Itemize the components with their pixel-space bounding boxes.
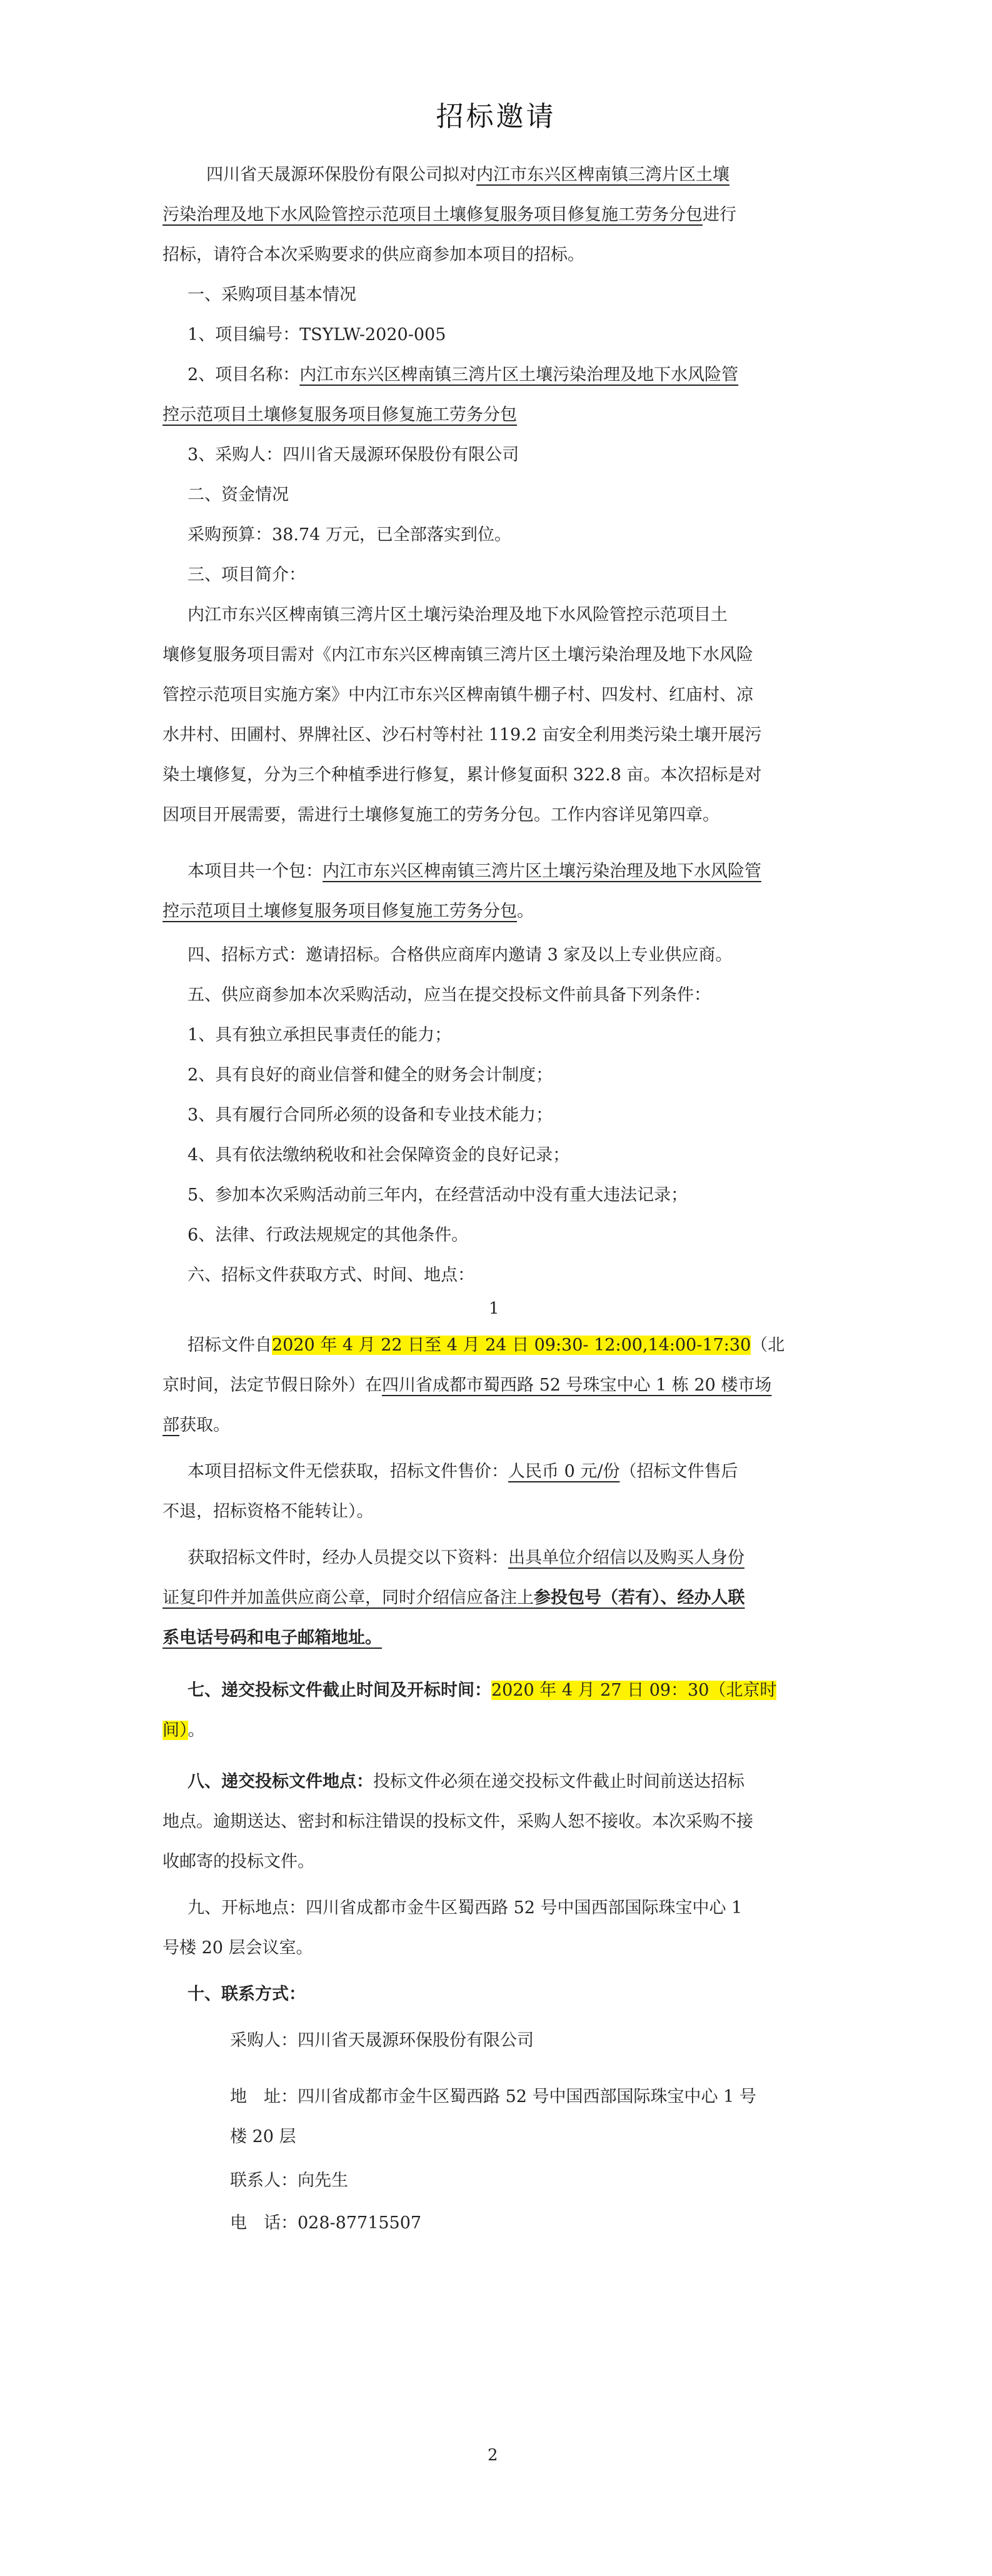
package-line-1: 本项目共一个包：内江市东兴区椑南镇三湾片区土壤污染治理及地下水风险管	[188, 862, 761, 881]
fee-line-1: 本项目招标文件无偿获取，招标文件售价：人民币 0 元/份（招标文件售后	[188, 1462, 738, 1481]
project-name-line-2: 控示范项目土壤修复服务项目修复施工劳务分包	[163, 405, 517, 425]
requirement-line-3: 系电话号码和电子邮箱地址。	[163, 1628, 382, 1648]
condition-4: 4、具有依法缴纳税收和社会保障资金的良好记录；	[188, 1145, 570, 1165]
section-9-line-1: 九、开标地点：四川省成都市金牛区蜀西路 52 号中国西部国际珠宝中心 1	[188, 1898, 743, 1918]
obtain-line-2: 京时间，法定节假日除外）在四川省成都市蜀西路 52 号珠宝中心 1 栋 20 楼市场	[163, 1376, 772, 1395]
fee-line-2: 不退，招标资格不能转让）。	[163, 1502, 374, 1521]
section-7-line-2: 间）。	[163, 1721, 205, 1740]
project-number: 1、项目编号：TSYLW-2020-005	[188, 325, 446, 345]
intro-line-1: 四川省天晟源环保股份有限公司拟对内江市东兴区椑南镇三湾片区土壤	[206, 165, 729, 184]
contact-address-line-2: 楼 20 层	[230, 2127, 296, 2146]
summary-line-3: 管控示范项目实施方案》中内江市东兴区椑南镇牛棚子村、四发村、红庙村、凉	[163, 685, 753, 705]
contact-person: 联系人：向先生	[230, 2171, 348, 2190]
project-name-link: 内江市东兴区椑南镇三湾片区土壤	[476, 165, 729, 184]
section-9-line-2: 号楼 20 层会议室。	[163, 1938, 313, 1958]
section-7-line-1: 七、递交投标文件截止时间及开标时间：2020 年 4 月 27 日 09：30（北京时	[188, 1681, 777, 1700]
project-name-line-1: 2、项目名称：内江市东兴区椑南镇三湾片区土壤污染治理及地下水风险管	[188, 365, 739, 385]
summary-line-6: 因项目开展需要，需进行土壤修复施工的劳务分包。工作内容详见第四章。	[163, 805, 719, 825]
condition-5: 5、参加本次采购活动前三年内，在经营活动中没有重大违法记录；	[188, 1185, 688, 1205]
page-number-2: 2	[488, 2446, 498, 2465]
purchaser: 3、采购人：四川省天晟源环保股份有限公司	[188, 445, 519, 465]
contact-address-line-1: 地 址：四川省成都市金牛区蜀西路 52 号中国西部国际珠宝中心 1 号	[230, 2087, 756, 2106]
intro-line-3: 招标，请符合本次采购要求的供应商参加本项目的招标。	[163, 245, 584, 264]
requirement-line-1: 获取招标文件时，经办人员提交以下资料：出具单位介绍信以及购买人身份	[188, 1548, 744, 1567]
summary-line-4: 水井村、田圃村、界牌社区、沙石村等村社 119.2 亩安全利用类污染土壤开展污	[163, 725, 762, 745]
deadline-highlight: 2020 年 4 月 27 日 09：30（北京时	[491, 1681, 777, 1700]
obtain-line-3: 部获取。	[163, 1416, 230, 1435]
condition-1: 1、具有独立承担民事责任的能力；	[188, 1025, 452, 1045]
requirement-line-2: 证复印件并加盖供应商公章，同时介绍信应备注上参投包号（若有）、经办人联	[163, 1588, 745, 1607]
section-8-line-2: 地点。逾期送达、密封和标注错误的投标文件，采购人恕不接收。本次采购不接	[163, 1812, 753, 1831]
section-1-heading: 一、采购项目基本情况	[188, 285, 356, 304]
obtain-line-1: 招标文件自2020 年 4 月 22 日至 4 月 24 日 09:30- 12:00,14:00-17:30（北	[188, 1336, 785, 1355]
contact-phone: 电 话：028-87715507	[230, 2213, 422, 2233]
document-title: 招标邀请	[436, 101, 556, 133]
intro-line-2: 污染治理及地下水风险管控示范项目土壤修复服务项目修复施工劳务分包进行	[163, 205, 736, 224]
summary-line-5: 染土壤修复，分为三个种植季进行修复，累计修复面积 322.8 亩。本次招标是对	[163, 765, 762, 785]
condition-3: 3、具有履行合同所必须的设备和专业技术能力；	[188, 1105, 553, 1125]
budget-line: 采购预算：38.74 万元，已全部落实到位。	[188, 525, 511, 545]
section-8-line-3: 收邮寄的投标文件。	[163, 1852, 314, 1871]
page-number-1: 1	[489, 1299, 499, 1318]
section-2-heading: 二、资金情况	[188, 485, 289, 505]
bidding-method: 四、招标方式：邀请招标。合格供应商库内邀请 3 家及以上专业供应商。	[188, 945, 733, 965]
condition-2: 2、具有良好的商业信誉和健全的财务会计制度；	[188, 1065, 553, 1085]
package-line-2: 控示范项目土壤修复服务项目修复施工劳务分包。	[163, 902, 534, 921]
condition-6: 6、法律、行政法规规定的其他条件。	[188, 1225, 469, 1245]
section-6-heading: 六、招标文件获取方式、时间、地点：	[188, 1265, 474, 1285]
section-3-heading: 三、项目简介：	[188, 565, 306, 585]
summary-line-2: 壤修复服务项目需对《内江市东兴区椑南镇三湾片区土壤污染治理及地下水风险	[163, 645, 753, 665]
contact-buyer: 采购人：四川省天晟源环保股份有限公司	[230, 2031, 534, 2050]
section-5-heading: 五、供应商参加本次采购活动，应当在提交投标文件前具备下列条件：	[188, 985, 711, 1005]
summary-line-1: 内江市东兴区椑南镇三湾片区土壤污染治理及地下水风险管控示范项目土	[188, 605, 728, 625]
section-10-heading: 十、联系方式：	[188, 1985, 306, 2004]
obtain-time-highlight: 2020 年 4 月 22 日至 4 月 24 日 09:30- 12:00,14:00-17:30	[272, 1336, 751, 1355]
section-8-line-1: 八、递交投标文件地点：投标文件必须在递交投标文件截止时间前送达招标	[188, 1772, 744, 1791]
